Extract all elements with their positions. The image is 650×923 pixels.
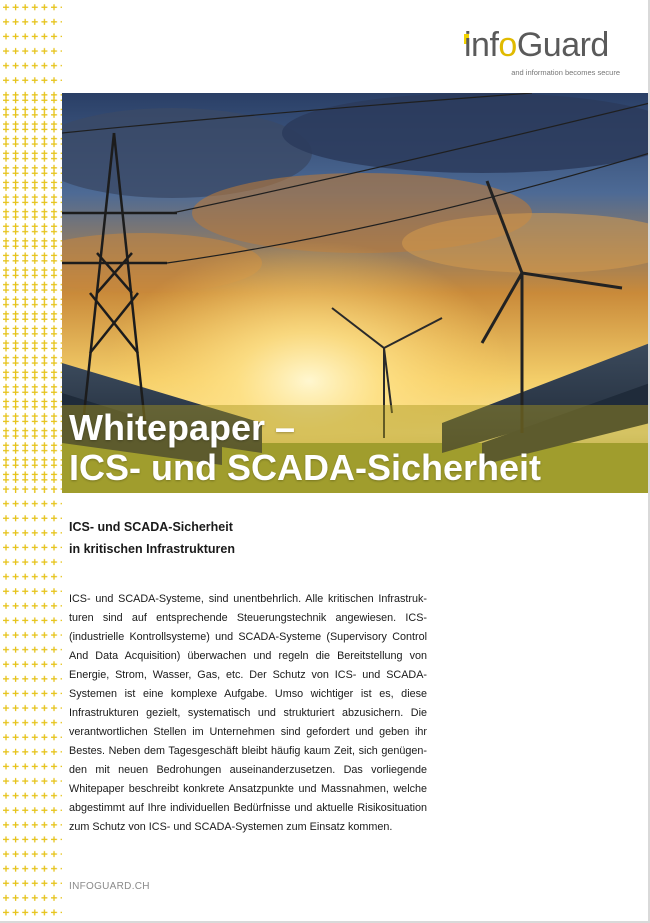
- logo-wordmark: infoGuard: [464, 26, 609, 64]
- subtitle-line-2: in kritischen Infrastrukturen: [69, 542, 236, 556]
- subtitle-line-1: ICS- und SCADA-Sicherheit: [69, 520, 233, 534]
- subtitle: [69, 516, 235, 560]
- footer-url: INFOGUARD.CH: [69, 881, 150, 892]
- title-line-1: Whitepaper –: [69, 407, 296, 448]
- plus-pattern-overlay: [0, 93, 62, 493]
- title-line-2: ICS- und SCADA-Sicherheit: [69, 447, 542, 488]
- logo-tagline: and information becomes secure: [511, 68, 620, 77]
- intro-paragraph: ICS- und SCADA-Systeme, sind unentbehrlich. Alle kritischen Infrastruk-turen sind auf entsprechende Steuerungstechnik angewiesen. ICS- (industrielle Kontrollsysteme) und SCADA-Systeme (Supervisory Control And Data Acquisition) überwachen und regeln die Bereitstellung von Energie, Strom, Wasser, Gas, etc. Der Schutz von ICS- und SCADA-Systemen ist eine komplexe Aufgabe. Umso wichtiger ist es, diese Infrastrukturen gezielt, systematisch und strukturiert abzusichern. Die verantwortlichen Stellen im Unternehmen sind gefordert und geben ihr Bestes. Neben dem Tagesgeschäft bleibt häufig kaum Zeit, sich genügen-den mit neuen Bedrohungen auseinanderzusetzen. Das vorliegende Whitepaper beschreibt konkrete Ansatzpunkte und Massnahmen, welche abgestimmt auf Ihre individuellen Bedürfnisse und aktuelle Risikosituation zum Schutz von ICS- und SCADA-Systemen zum Einsatz kommen.: [69, 593, 427, 833]
- infoguard-logo: [464, 26, 624, 80]
- page-title: [69, 408, 541, 488]
